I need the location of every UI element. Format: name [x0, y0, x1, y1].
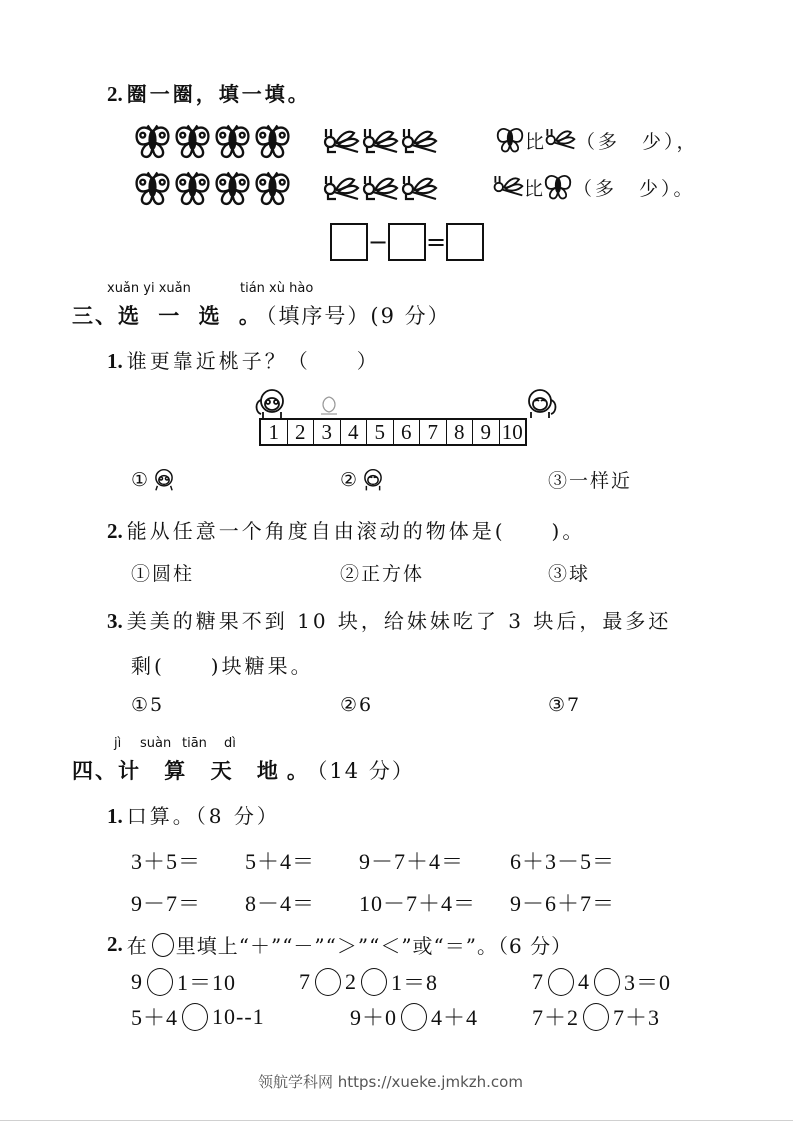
- number-line: [259, 418, 527, 446]
- compare-item: 7 2 1＝8: [299, 968, 439, 995]
- dragonfly-icon: [492, 174, 524, 200]
- monkey-left-icon: [253, 388, 291, 420]
- calc-item[interactable]: 9－7＝: [131, 891, 202, 916]
- answer-circle[interactable]: [548, 968, 574, 996]
- question-1-title: 1. 谁更靠近桃子？（ ）: [107, 349, 380, 373]
- butterfly-icon: [253, 170, 292, 208]
- calc-item[interactable]: 5＋4＝: [245, 849, 316, 874]
- answer-circle[interactable]: [401, 1003, 427, 1031]
- section-4-heading: 四、计 算 天 地。（14 分）: [72, 758, 415, 783]
- compare-row-2: [492, 172, 696, 202]
- butterfly-row-1: [133, 123, 292, 161]
- answer-circle[interactable]: [315, 968, 341, 996]
- question-3-title: 3. 美美的糖果不到 10 块，给妹妹吃了 3 块后，最多还: [107, 609, 672, 633]
- answer-box[interactable]: [388, 223, 426, 261]
- number-cell: 5: [367, 420, 394, 444]
- q1-option-2[interactable]: ②: [340, 466, 387, 494]
- answer-box[interactable]: [330, 223, 368, 261]
- peach-icon: [317, 394, 341, 416]
- page-bottom-rule: [0, 1120, 793, 1121]
- more-less-choice[interactable]: （多 少），: [576, 130, 699, 153]
- circle-symbol-icon: [152, 933, 174, 957]
- compare-item: 5＋4 10--1: [131, 1003, 265, 1030]
- answer-circle[interactable]: [361, 968, 387, 996]
- compare-item: 9＋0 4＋4: [350, 1001, 478, 1032]
- number-cell: 10: [501, 420, 523, 444]
- q2-option-3[interactable]: ③球: [548, 563, 591, 585]
- more-less-choice[interactable]: （多 少）。: [573, 177, 696, 200]
- calc-item[interactable]: 9－6＋7＝: [510, 891, 616, 916]
- number-line-figure: [259, 388, 555, 448]
- oral-calc-title: 1. 口算。（8 分）: [107, 804, 280, 828]
- q3-option-2[interactable]: ②6: [340, 694, 374, 716]
- compare-item: 7＋2 7＋3: [532, 1001, 660, 1032]
- butterfly-icon: [543, 172, 573, 202]
- calc-item[interactable]: 9－7＋4＝: [359, 849, 465, 874]
- answer-box[interactable]: [446, 223, 484, 261]
- butterfly-row-2: [133, 170, 292, 208]
- q1-option-3[interactable]: ③一样近: [548, 470, 633, 492]
- equals-sign: =: [426, 228, 447, 256]
- number-cell: 9: [473, 420, 500, 444]
- q3-option-3[interactable]: ③7: [548, 694, 582, 716]
- q2-option-2[interactable]: ②正方体: [340, 563, 425, 585]
- footer-watermark: 领航学科网 https://xueke.jmkzh.com: [258, 1073, 523, 1091]
- answer-circle[interactable]: [594, 968, 620, 996]
- fill-circle-title: 2. 在 里填上“＋”“－”“＞”“＜”或“＝”。（6 分）: [107, 932, 573, 958]
- dragonfly-icon: [361, 174, 399, 204]
- butterfly-icon: [213, 123, 252, 161]
- number-cell: 2: [288, 420, 315, 444]
- equation-boxes: [330, 223, 484, 261]
- butterfly-icon: [253, 123, 292, 161]
- answer-circle[interactable]: [583, 1003, 609, 1031]
- number-cell: 8: [447, 420, 474, 444]
- pinyin-ji: jì: [114, 736, 122, 751]
- question-3-line2: 剩( )块糖果。: [131, 654, 314, 678]
- monkey-right-icon: [359, 466, 387, 494]
- butterfly-icon: [133, 123, 172, 161]
- answer-circle[interactable]: [182, 1003, 208, 1031]
- calc-item[interactable]: 6＋3－5＝: [510, 849, 616, 874]
- question-2-title: 2. 能从任意一个角度自由滚动的物体是( )。: [107, 519, 586, 543]
- dragonfly-icon: [361, 127, 399, 157]
- number-cell: 4: [341, 420, 368, 444]
- question-2-title: 2. 圈一圈，填一填。: [107, 82, 311, 106]
- compare-word: 比: [525, 130, 545, 153]
- butterfly-icon: [213, 170, 252, 208]
- butterfly-icon: [495, 125, 525, 155]
- calc-item[interactable]: 3＋5＝: [131, 849, 202, 874]
- dragonfly-row-1: [322, 127, 438, 157]
- minus-sign: −: [368, 228, 389, 256]
- monkey-left-icon: [150, 466, 178, 494]
- number-cell: 6: [394, 420, 421, 444]
- butterfly-icon: [173, 123, 212, 161]
- monkey-right-icon: [521, 388, 559, 420]
- calc-item[interactable]: 10－7＋4＝: [359, 891, 477, 916]
- calc-item[interactable]: 8－4＝: [245, 891, 316, 916]
- compare-item: 7 4 3＝0: [532, 968, 672, 995]
- q2-option-1[interactable]: ①圆柱: [131, 563, 195, 585]
- section-3-heading: 三、选 一 选 。（填序号）(9 分）: [72, 303, 451, 328]
- dragonfly-icon: [400, 174, 438, 204]
- dragonfly-icon: [544, 127, 576, 153]
- butterfly-icon: [173, 170, 212, 208]
- answer-circle[interactable]: [147, 968, 173, 996]
- q3-option-1[interactable]: ①5: [131, 694, 165, 716]
- pinyin-tian: tiān: [182, 736, 207, 751]
- dragonfly-row-2: [322, 174, 438, 204]
- compare-word: 比: [524, 177, 544, 200]
- question-number: 2.: [107, 82, 123, 106]
- pinyin-di: dì: [224, 736, 236, 751]
- pinyin-tianxuhao: tián xù hào: [240, 281, 314, 296]
- dragonfly-icon: [322, 174, 360, 204]
- number-cell: 3: [314, 420, 341, 444]
- compare-item: 9 1＝10: [131, 968, 237, 995]
- pinyin-suan: suàn: [140, 736, 172, 751]
- pinyin-xuanyixuan: xuǎn yi xuǎn: [107, 281, 191, 296]
- q1-option-1[interactable]: ①: [131, 466, 178, 494]
- butterfly-icon: [133, 170, 172, 208]
- dragonfly-icon: [400, 127, 438, 157]
- number-cell: 1: [261, 420, 288, 444]
- compare-row-1: [495, 125, 699, 155]
- number-cell: 7: [420, 420, 447, 444]
- dragonfly-icon: [322, 127, 360, 157]
